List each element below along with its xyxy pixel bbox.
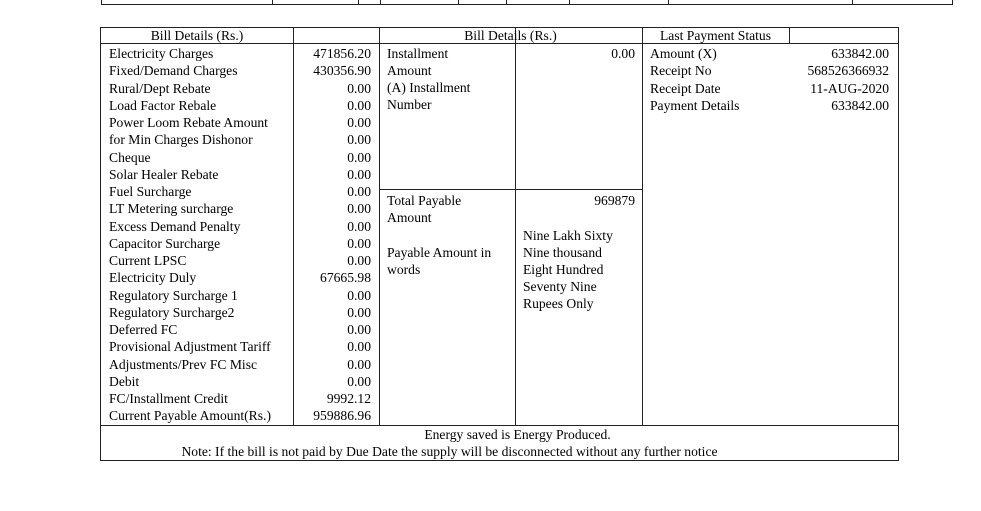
payable-words-label: Payable Amount in [387,245,492,260]
charge-label: Excess Demand Penalty [109,218,241,234]
installment-label: (A) Installment [387,80,471,95]
charge-label: Fuel Surcharge [109,184,192,199]
charge-label: Regulatory Surcharge 1 [109,287,238,303]
charge-label: Regulatory Surcharge2 [109,304,235,320]
last-payment-labels [650,45,739,114]
charge-value: 959886.96 [313,408,371,424]
due-date-note [101,443,898,460]
payable-words-value: Nine thousand [523,245,602,260]
last-payment-values [791,45,889,114]
payment-label: Receipt No [650,63,712,79]
previous-table-divider [380,0,381,4]
charge-label: Cheque [109,149,151,165]
column-divider [379,28,380,425]
payable-words-label: words [387,262,421,277]
payment-value: 11-AUG-2020 [810,80,889,96]
payment-label: Amount (X) [650,46,717,61]
payment-value: 568526366932 [807,63,889,79]
payable-words-value: Eight Hundred [523,262,604,277]
previous-table-divider [506,0,507,4]
charges-values [291,45,371,425]
charge-value: 430356.90 [313,63,371,79]
charge-value: 0.00 [347,166,371,182]
bill-details-table [100,27,899,461]
energy-slogan [101,426,898,443]
charge-label: Rural/Dept Rebate [109,80,211,96]
charge-value: 0.00 [347,322,371,337]
last-payment-header: Last Payment Status [659,28,771,43]
payable-words-value: Nine Lakh Sixty [523,228,613,243]
previous-table-divider [668,0,669,4]
installment-value: 0.00 [611,46,635,61]
charge-label: Deferred FC [109,322,178,337]
previous-table-divider [458,0,459,4]
payment-value: 633842.00 [831,97,889,113]
charge-value: 0.00 [347,115,371,130]
charge-label: for Min Charges Dishonor [109,132,253,148]
payment-value: 633842.00 [831,46,889,61]
charge-label: Fixed/Demand Charges [109,63,238,79]
charge-label: Current Payable Amount(Rs.) [109,408,271,424]
previous-table-divider [272,0,273,4]
payable-words-value: Rupees Only [523,296,594,311]
due-date-note-text: Note: If the bill is not paid by Due Date the supply will be disconnected without any further notice [181,444,718,459]
previous-table-divider [569,0,570,4]
charge-label: Capacitor Surcharge [109,235,221,251]
charge-value: 0.00 [347,132,371,148]
charge-value: 0.00 [347,97,371,113]
energy-slogan-text: Energy saved is Energy Produced. [424,427,611,442]
previous-table-divider [852,0,853,4]
charge-value: 471856.20 [313,46,371,61]
section-rule [379,189,642,190]
charge-label: Current LPSC [109,253,187,268]
charge-value: 0.00 [347,149,371,165]
payment-label: Payment Details [650,97,740,113]
charge-value: 0.00 [347,235,371,251]
total-payable-value: 969879 [594,193,635,208]
installment-label: Installment [387,46,449,61]
payable-words-value: Seventy Nine [523,279,597,294]
charge-value: 67665.98 [320,270,371,286]
charge-value: 0.00 [347,253,371,268]
charge-label: Debit [109,373,140,389]
payment-label: Receipt Date [650,80,721,96]
charge-label: Electricity Charges [109,46,214,61]
charge-value: 0.00 [347,339,371,355]
charge-label: Power Loom Rebate Amount [109,115,268,130]
column-divider [515,28,516,425]
charge-label: Electricity Duly [109,270,197,286]
charges-labels [109,45,271,425]
total-payable-label: Amount [387,210,432,225]
charge-label: Provisional Adjustment Tariff [109,339,271,355]
charge-value: 0.00 [347,287,371,303]
charge-label: Load Factor Rebale [109,97,217,113]
previous-table-divider [358,0,359,4]
charge-label: Adjustments/Prev FC Misc [109,356,258,372]
charge-label: FC/Installment Credit [109,391,228,406]
previous-table-edge [101,0,953,5]
charge-value: 0.00 [347,184,371,199]
charge-value: 0.00 [347,304,371,320]
total-payable-label: Total Payable [387,193,462,208]
charge-value: 0.00 [347,218,371,234]
column-divider [789,28,790,44]
bill-details-header: Bill Details (Rs.) [464,28,557,43]
charge-value: 0.00 [347,373,371,389]
charge-label: LT Metering surcharge [109,201,234,217]
installment-label: Number [387,97,432,112]
charge-label: Solar Healer Rebate [109,166,219,182]
charge-value: 0.00 [347,80,371,96]
charge-value: 9992.12 [326,391,371,406]
charge-value: 0.00 [347,356,371,372]
installment-label: Amount [387,63,432,78]
charge-value: 0.00 [347,201,371,217]
column-divider [642,28,643,425]
bill-details-header: Bill Details (Rs.) [150,28,244,43]
